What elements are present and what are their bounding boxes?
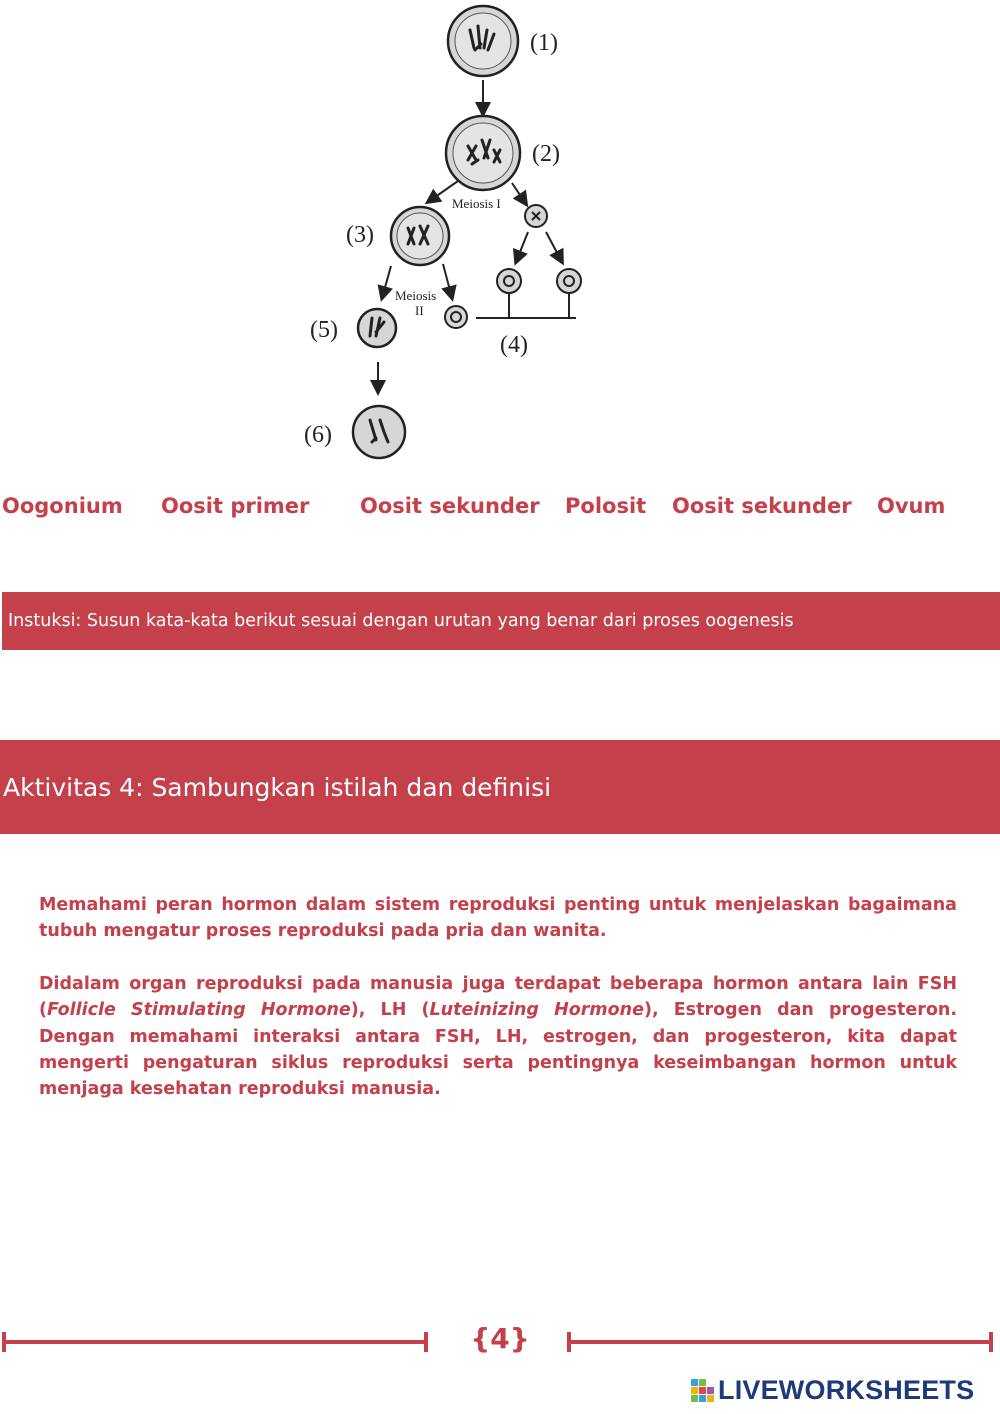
instruction-text: Instuksi: Susun kata-kata berikut sesuai dengan urutan yang benar dari proses oogenesis xyxy=(8,611,794,631)
fsh-term: Follicle Stimulating Hormone xyxy=(47,1000,351,1021)
word-oosit-sekunder-1[interactable]: Oosit sekunder xyxy=(360,494,540,518)
footer-line-cap-right xyxy=(989,1332,993,1352)
word-oosit-primer[interactable]: Oosit primer xyxy=(161,494,310,518)
meiosis-2-label-roman: II xyxy=(415,303,424,318)
cell-oogonium xyxy=(448,6,518,76)
meiosis-1-label: Meiosis I xyxy=(452,196,501,211)
cell-ovum xyxy=(353,406,405,458)
instruction-bar xyxy=(2,592,1000,650)
label-2: (2) xyxy=(532,141,560,167)
brand-name: LIVEWORKSHEETS xyxy=(718,1374,975,1405)
cell-polosit-1 xyxy=(525,205,547,227)
activity-title: Aktivitas 4: Sambungkan istilah dan definisi xyxy=(3,772,552,802)
cell-polosit-3 xyxy=(557,269,581,293)
oogenesis-diagram xyxy=(290,0,610,470)
word-polosit[interactable]: Polosit xyxy=(565,494,647,518)
footer-line-left xyxy=(2,1340,426,1344)
cell-polosit-2 xyxy=(497,269,521,293)
paragraph2-text-3: ), Estrogen dan progesteron. Dengan memahami interaksi antara FSH, LH, estrogen, dan progesteron, kita dapat mengerti pengaturan siklus reproduksi serta pentingnya keseimbangan hormon untuk menjaga kesehatan reproduksi manusia. xyxy=(39,1000,957,1100)
paragraph-hormone-intro: Memahami peran hormon dalam sistem reproduksi penting untuk menjelaskan bagaimana tubuh mengatur proses reproduksi pada pria dan wanita. xyxy=(39,895,957,942)
meiosis-2-label: Meiosis xyxy=(395,288,437,303)
cell-oosit-sekunder xyxy=(391,207,449,265)
label-4: (4) xyxy=(500,332,528,358)
footer-line-right xyxy=(567,1340,993,1344)
label-3: (3) xyxy=(346,222,374,248)
cell-ootid xyxy=(358,309,396,347)
label-6: (6) xyxy=(304,422,332,448)
paragraph-hormone-detail xyxy=(39,971,957,1102)
page-number: {4} xyxy=(470,1322,530,1355)
word-bank xyxy=(0,494,1000,528)
liveworksheets-logo-icon xyxy=(690,1377,716,1403)
liveworksheets-brand[interactable] xyxy=(690,1373,974,1407)
cell-polosit-4 xyxy=(445,306,467,328)
label-5: (5) xyxy=(310,317,338,343)
footer-line-cap-left-end xyxy=(424,1332,428,1352)
lh-term: Luteinizing Hormone xyxy=(429,1000,644,1021)
activity-header xyxy=(0,740,1000,834)
label-1: (1) xyxy=(530,30,558,56)
page-footer xyxy=(0,1320,1000,1364)
word-oogonium[interactable]: Oogonium xyxy=(2,494,123,518)
word-ovum[interactable]: Ovum xyxy=(877,494,946,518)
paragraph2-text-1: Didalam organ reproduksi pada manusia juga terdapat beberapa hormon antara lain FSH ( xyxy=(39,974,957,1021)
cell-oosit-primer xyxy=(446,116,520,190)
paragraph2-text-2: ), LH ( xyxy=(350,1000,430,1021)
word-oosit-sekunder-2[interactable]: Oosit sekunder xyxy=(672,494,852,518)
